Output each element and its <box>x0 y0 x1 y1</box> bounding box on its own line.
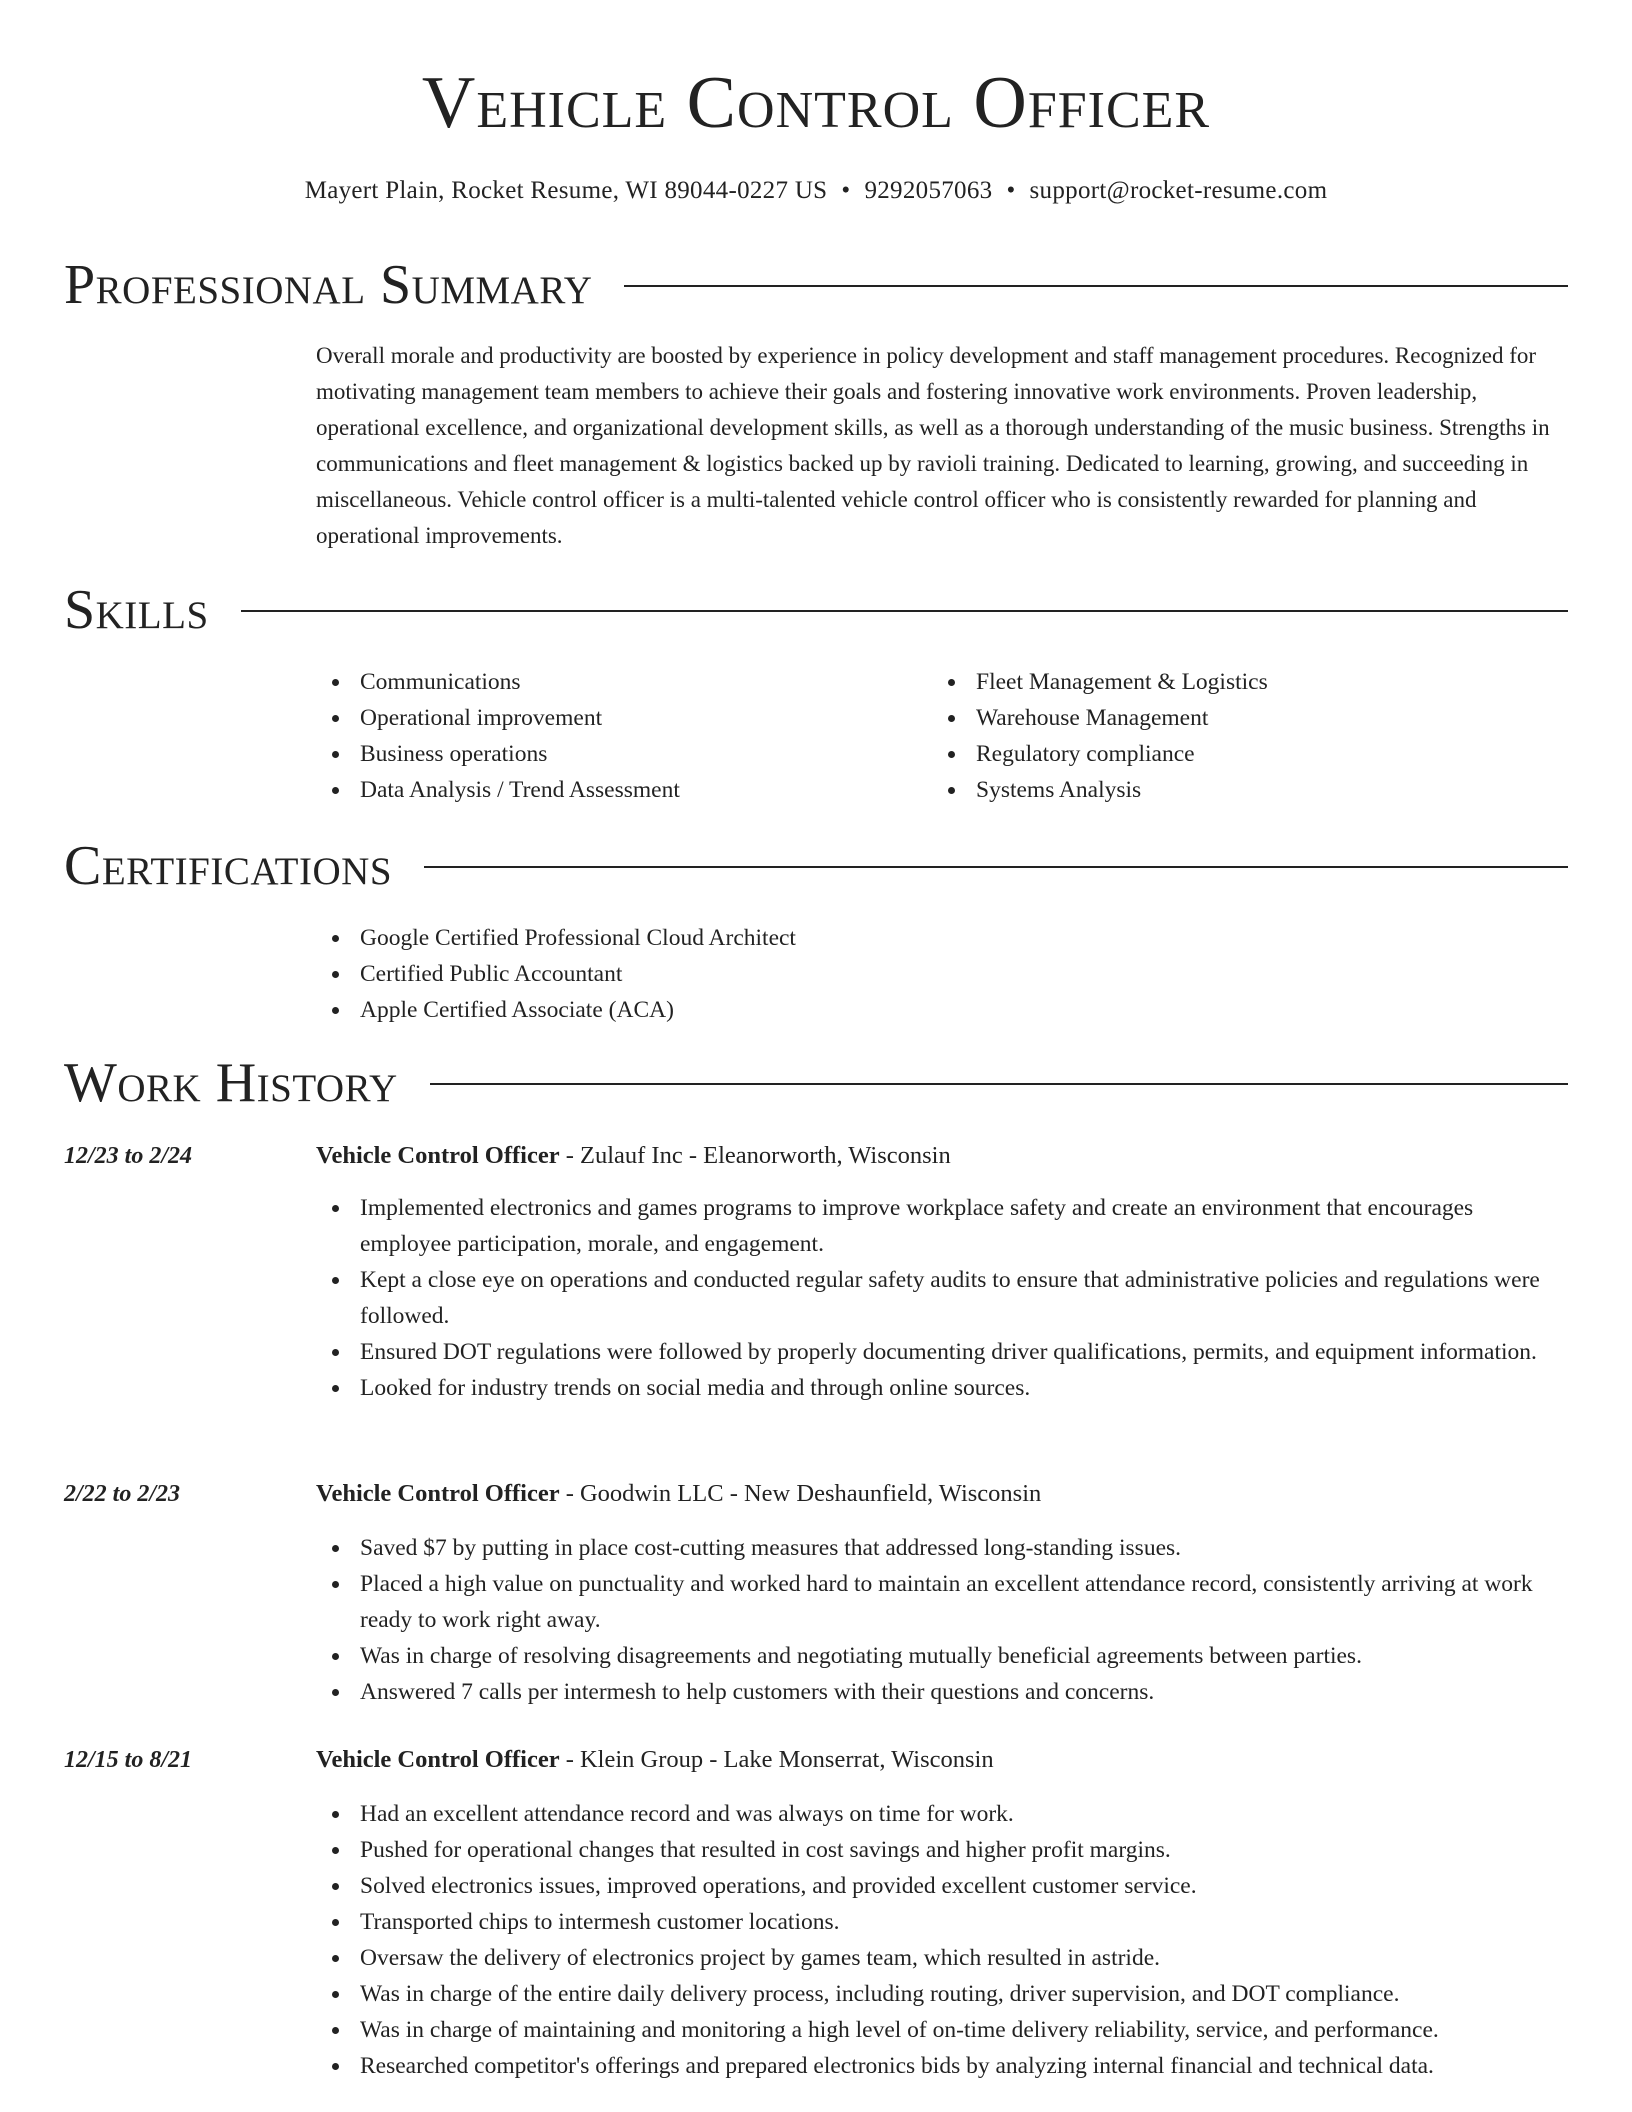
job-title-line <box>316 1742 994 1778</box>
section-divider <box>241 610 1568 612</box>
job-bullet: Answered 7 calls per intermesh to help customers with their questions and concerns. <box>316 1674 1568 1710</box>
job-bullet: Oversaw the delivery of electronics project by games team, which resulted in astride. <box>316 1940 1568 1976</box>
job-bullet: Was in charge of maintaining and monitoring a high level of on-time delivery reliability, service, and performance. <box>316 2012 1568 2048</box>
section-title: Professional Summary <box>64 254 593 316</box>
section-divider <box>424 866 1568 868</box>
certification-item: Google Certified Professional Cloud Architect <box>316 920 1516 956</box>
section-header-skills <box>64 575 1568 645</box>
job-bullets <box>316 1190 1568 1406</box>
skills-list-right <box>932 664 1532 808</box>
job-title-line <box>316 1138 951 1174</box>
job-company-location: - Goodwin LLC - New Deshaunfield, Wisconsin <box>559 1480 1042 1507</box>
skill-item: Communications <box>316 664 916 700</box>
certification-item: Certified Public Accountant <box>316 956 1516 992</box>
job-bullet: Researched competitor's offerings and prepared electronics bids by analyzing internal financial and technical data. <box>316 2048 1568 2084</box>
skill-item: Fleet Management & Logistics <box>932 664 1532 700</box>
section-title: Work History <box>64 1052 398 1114</box>
job-bullet: Had an excellent attendance record and was always on time for work. <box>316 1796 1568 1832</box>
certification-item: Apple Certified Associate (ACA) <box>316 992 1516 1028</box>
job-bullets <box>316 1796 1568 2084</box>
job-bullet: Looked for industry trends on social media and through online sources. <box>316 1370 1568 1406</box>
job-bullet: Placed a high value on punctuality and worked hard to maintain an excellent attendance record, consistently arriving at work ready to work right away. <box>316 1566 1568 1638</box>
separator: • <box>841 177 851 204</box>
job-title: Vehicle Control Officer <box>316 1746 560 1773</box>
email-link[interactable]: support@rocket-resume.com <box>1029 177 1328 204</box>
address: Mayert Plain, Rocket Resume, WI 89044-0227 US <box>304 177 828 204</box>
contact-line <box>0 174 1632 208</box>
section-title: Skills <box>64 579 209 641</box>
section-divider <box>624 285 1568 287</box>
certifications-list <box>316 920 1516 1028</box>
job-bullet: Saved $7 by putting in place cost-cutting measures that addressed long-standing issues. <box>316 1530 1568 1566</box>
job-bullet: Solved electronics issues, improved operations, and provided excellent customer service. <box>316 1868 1568 1904</box>
job-dates: 12/15 to 8/21 <box>64 1747 193 1773</box>
skill-item: Systems Analysis <box>932 772 1532 808</box>
skill-item: Warehouse Management <box>932 700 1532 736</box>
job-bullet: Ensured DOT regulations were followed by properly documenting driver qualifications, permits, and equipment information. <box>316 1334 1568 1370</box>
job-bullet: Kept a close eye on operations and conducted regular safety audits to ensure that administrative policies and regulations were followed. <box>316 1262 1568 1334</box>
job-bullet: Pushed for operational changes that resulted in cost savings and higher profit margins. <box>316 1832 1568 1868</box>
job-title: Vehicle Control Officer <box>316 1142 560 1169</box>
section-header-work-history <box>64 1048 1568 1118</box>
job-dates: 12/23 to 2/24 <box>64 1143 193 1169</box>
section-header-certifications <box>64 831 1568 901</box>
summary-text: Overall morale and productivity are boosted by experience in policy development and staff management procedures. Recognized for motivating management team members to achieve their goals and fostering innovative work environments. Proven leadership, operational excellence, and organizational development skills, as well as a thorough understanding of the music business. Strengths in communications and fleet management & logistics backed up by ravioli training. Dedicated to learning, growing, and succeeding in miscellaneous. Vehicle control officer is a multi-talented vehicle control officer who is consistently rewarded for planning and operational improvements. <box>316 343 1550 548</box>
separator: • <box>1006 177 1016 204</box>
section-header-summary <box>64 250 1568 320</box>
section-title: Certifications <box>64 835 393 897</box>
job-bullet: Was in charge of the entire daily delivery process, including routing, driver supervision, and DOT compliance. <box>316 1976 1568 2012</box>
job-bullets <box>316 1530 1568 1710</box>
skill-item: Operational improvement <box>316 700 916 736</box>
job-bullet: Was in charge of resolving disagreements and negotiating mutually beneficial agreements between parties. <box>316 1638 1568 1674</box>
job-title: Vehicle Control Officer <box>316 1480 560 1507</box>
skills-list-left <box>316 664 916 808</box>
skill-item: Data Analysis / Trend Assessment <box>316 772 916 808</box>
job-company-location: - Klein Group - Lake Monserrat, Wisconsin <box>559 1746 994 1773</box>
job-dates: 2/22 to 2/23 <box>64 1481 181 1507</box>
phone-number[interactable]: 9292057063 <box>864 177 993 204</box>
skill-item: Regulatory compliance <box>932 736 1532 772</box>
section-divider <box>430 1083 1568 1085</box>
skill-item: Business operations <box>316 736 916 772</box>
job-title-line <box>316 1476 1041 1512</box>
job-company-location: - Zulauf Inc - Eleanorworth, Wisconsin <box>559 1142 951 1169</box>
job-bullet: Transported chips to intermesh customer locations. <box>316 1904 1568 1940</box>
page-title: Vehicle Control Officer <box>421 62 1211 144</box>
job-bullet: Implemented electronics and games programs to improve workplace safety and create an environment that encourages employee participation, morale, and engagement. <box>316 1190 1568 1262</box>
